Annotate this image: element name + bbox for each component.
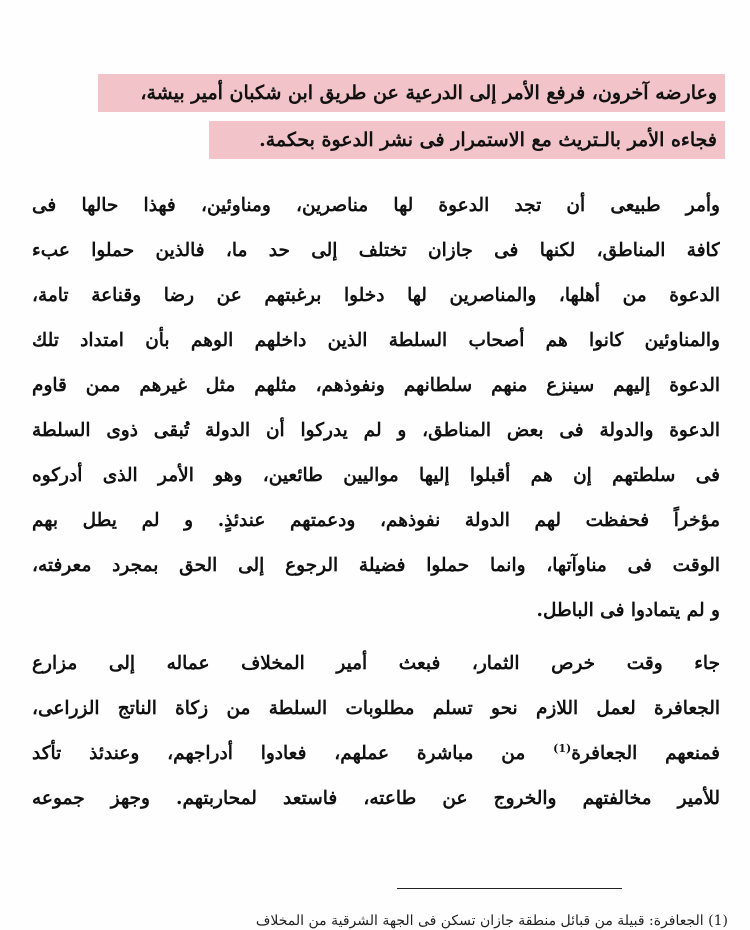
footnote-marker[interactable]: (1) [553, 741, 572, 755]
paragraph-1-line: كافة المناطق، لكنها فى جازان تختلف إلى حد ما، فالذين حملوا عبء [32, 240, 720, 261]
paragraph-2-line-with-footnote [32, 731, 720, 776]
paragraph-1 [32, 183, 720, 633]
footnote-separator [397, 888, 622, 889]
paragraph-2-line-rest: من مباشرة عملهم، فعادوا أدراجهم، وعندئذ تأكد [32, 743, 526, 764]
paragraph-2-line: جاء وقت خرص الثمار، فبعث أمير المخلاف عماله إلى مزارع [32, 653, 720, 674]
paragraph-1-line: وأمر طبيعى أن تجد الدعوة لها مناصرين، ومناوئين، فهذا حالها فى [32, 195, 720, 216]
paragraph-1-line: الوقت فى مناوآتها، وانما حملوا فضيلة الرجوع إلى الحق بمجرد معرفته، [32, 555, 720, 576]
paragraph-1-line: الدعوة من أهلها، والمناصرين لها دخلوا برغبتهم عن رضا وقناعة تامة، [32, 285, 720, 306]
footnote-reference-text: فمنعهم الجعافرة [571, 743, 720, 764]
paragraph-1-line: الدعوة والدولة فى بعض المناطق، و لم يدركوا أن الدولة تُبقى ذوى السلطة [32, 420, 720, 441]
paragraph-1-line: فى سلطتهم إن هم أقبلوا إليها مواليين طائعين، وهو الأمر الذى أدركوه [32, 465, 720, 486]
paragraph-2 [32, 641, 720, 821]
paragraph-1-line: و لم يتمادوا فى الباطل. [536, 600, 720, 621]
paragraph-2-line: للأمير مخالفتهم والخروج عن طاعته، فاستعد لمحاربتهم. وجهز جموعه [32, 788, 720, 809]
highlighted-line-1: وعارضه آخرون، فرفع الأمر إلى الدرعية عن طريق ابن شكبان أمير بيشة، [98, 74, 725, 112]
footnote: (1) الجعافرة: قبيلة من قبائل منطقة جازان تسكن فى الجهة الشرقية من المخلاف [255, 913, 728, 929]
paragraph-2-line: الجعافرة لعمل اللازم نحو تسلم مطلوبات السلطة من زكاة الناتج الزراعى، [32, 698, 720, 719]
highlighted-line-2: فجاءه الأمر بالـتريث مع الاستمرار فى نشر الدعوة بحكمة. [209, 121, 725, 159]
paragraph-1-line: الدعوة إليهم سينزع منهم سلطانهم ونفوذهم، مثلهم مثل غيرهم ممن قاوم [32, 375, 720, 396]
paragraph-1-line: مؤخراً فحفظت لهم الدولة نفوذهم، ودعمتهم عندئذٍ. و لم يطل بهم [32, 510, 720, 531]
paragraph-1-line: والمناوئين كانوا هم أصحاب السلطة الذين داخلهم الوهم بأن امتداد تلك [32, 330, 720, 351]
